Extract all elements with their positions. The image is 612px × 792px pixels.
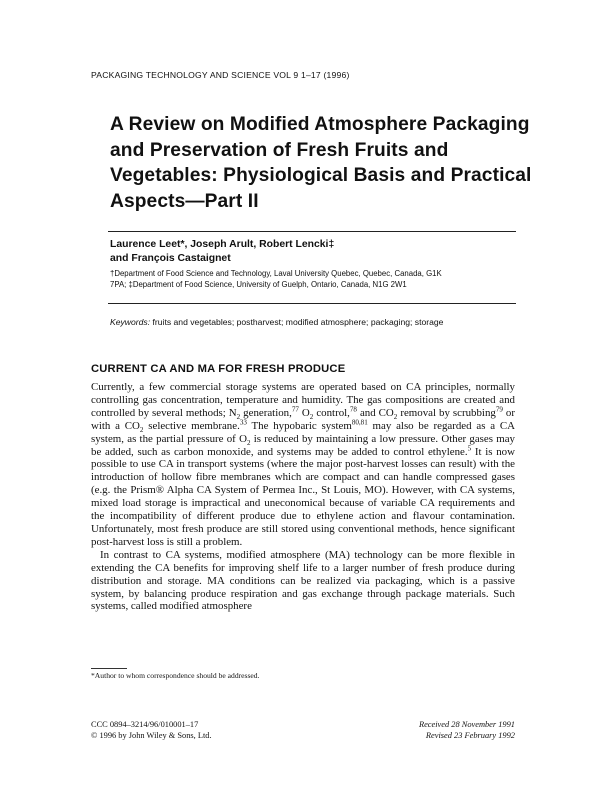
received-dates <box>386 719 515 741</box>
affiliation-line-2: 7PA; ‡Department of Food Science, University of Guelph, Ontario, Canada, N1G 2W1 <box>110 280 407 289</box>
footnote: *Author to whom correspondence should be addressed. <box>91 671 260 680</box>
ccc-code: CCC 0894–3214/96/010001–17 <box>91 720 199 729</box>
keywords <box>110 317 443 327</box>
author-line-2: and François Castaignet <box>110 253 231 264</box>
affiliations <box>110 268 442 290</box>
section-heading: CURRENT CA AND MA FOR FRESH PRODUCE <box>91 363 346 375</box>
copyright-line: © 1996 by John Wiley & Sons, Ltd. <box>91 731 212 740</box>
keywords-text: fruits and vegetables; postharvest; modified atmosphere; packaging; storage <box>152 317 444 327</box>
affiliation-line-1: †Department of Food Science and Technology, Laval University Quebec, Quebec, Canada, G1K <box>110 269 442 278</box>
paragraph-1: Currently, a few commercial storage systems are operated based on CA principles, normally controlling gas concentration, temperature and humidity. The gas compositions are created and controlled by several methods; $N_2$ generation,$^{77}$ $O_2$ control,$^{78}$ and $CO_2$ removal by scrubbing$^{79}$ or with a $CO_2$ selective membrane.$^{33}$ The hypobaric system$^{80,81}$ may also be regarded as a CA system, as the partial pressure of $O_2$ is reduced by maintaining a low pressure. Other gases may be added, such as carbon monoxide, and systems may be added to control ethylene.$^5$ It is now possible to use CA in transport systems (where the major post-harvest losses can result) with the introduction of hollow fibre membranes which are compact and can handle compressed gases (e.g. the Prism® Alpha CA System of Permea Inc., St Louis, MO). However, with CA systems, mixed load storage is impractical and uneconomical because of variable CA requirements and the incompatibility of different produce due to ethylene action and flavour contamination. Unfortunately, most fresh produce are still stored using conventional methods, hence significant post-harvest loss is still a problem. <box>91 381 516 548</box>
article-title: A Review on Modified Atmosphere Packaging and Preservation of Fresh Fruits and Vegetables: Physiological Basis and Practical Aspects—Part II <box>110 114 532 212</box>
paragraph-2: In contrast to CA systems, modified atmosphere (MA) technology can be more flexible in extending the CA benefits for improving shelf life to a larger number of fresh produce during distribution and storage. MA conditions can be realized via packaging, which is a passive system, by balancing produce respiration and gas exchange through package materials. Such systems, called modified atmosphere <box>91 548 515 613</box>
journal-header: PACKAGING TECHNOLOGY AND SCIENCE VOL 9 1–17 (1996) <box>91 70 350 80</box>
author-line-1: Laurence Leet*, Joseph Arult, Robert Lencki‡ <box>110 239 335 250</box>
footnote-divider <box>91 668 127 669</box>
copyright-block <box>91 719 212 741</box>
author-list <box>110 238 334 266</box>
title-divider <box>108 231 516 232</box>
keywords-label: Keywords: <box>110 317 151 327</box>
revised-date: Revised 23 February 1992 <box>425 731 515 740</box>
keywords-divider <box>108 303 516 304</box>
body-text <box>91 381 515 613</box>
received-date: Received 28 November 1991 <box>418 720 515 729</box>
